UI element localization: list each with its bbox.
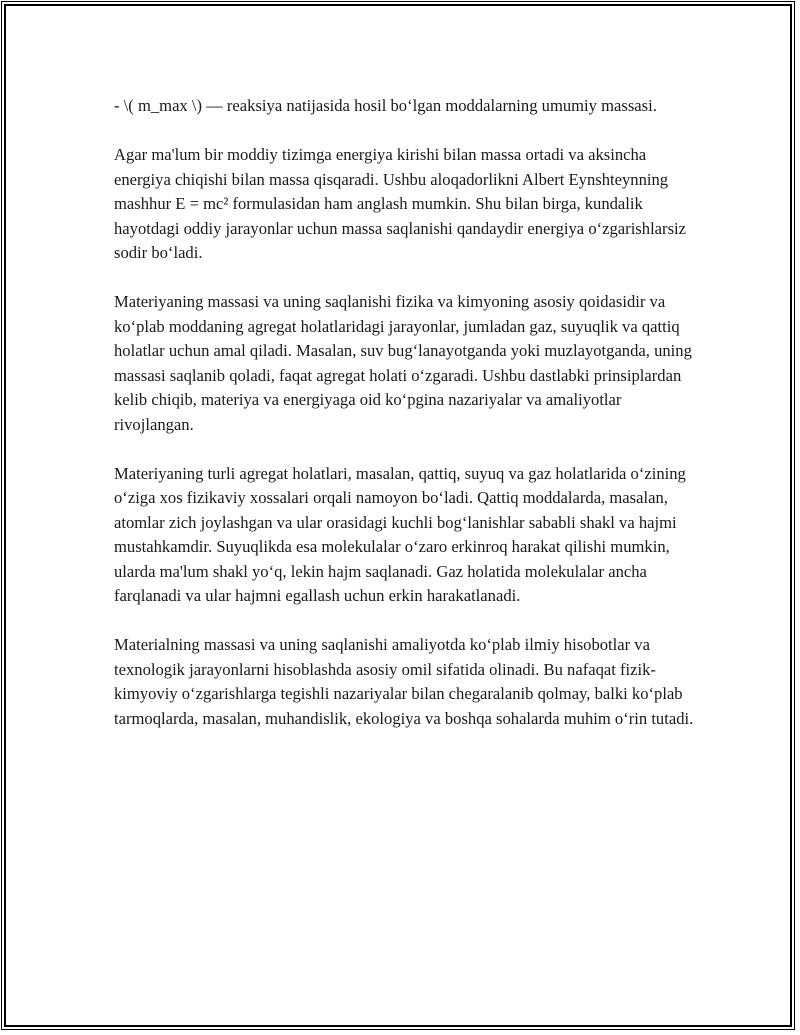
paragraph-aggregate-states: Materiyaning turli agregat holatlari, masalan, qattiq, suyuq va gaz holatlarida o‘zining o‘ziga xos fizikaviy xossalari orqali namoyon bo‘ladi. Qattiq moddalarda, masalan, atomlar zich joylashgan va ular orasidagi kuchli bog‘lanishlar sababli shakl va hajmi mustahkamdir. Suyuqlikda esa molekulalar o‘zaro erkinroq harakat qilishi mumkin, ularda ma'lum shakl yo‘q, lekin hajm saqlanadi. Gaz holatida molekulalar ancha farqlanadi va ular hajmni egallash uchun erkin harakatlanadi. [114,463,686,605]
paragraph-practical-importance: Materialning massasi va uning saqlanishi amaliyotda ko‘plab ilmiy hisobotlar va texnologik jarayonlarni hisoblashda asosiy omil sifatida olinadi. Bu nafaqat fizik-kimyoviy o‘zgarishlarga tegishli nazariyalar bilan chegaralanib qolmay, balki ko‘plab tarmoqlarda, masalan, muhandislik, ekologiya va boshqa sohalarda muhim o‘rin tutadi. [114,635,694,728]
paragraph-definition: - \( m_max \) — reaksiya natijasida hosil bo‘lgan moddalarning umumiy massasi. [114,96,657,115]
document-body [114,94,704,756]
paragraph-mass-conservation: Materiyaning massasi va uning saqlanishi fizika va kimyoning asosiy qoidasidir va ko‘plab moddaning agregat holatlaridagi jarayonlar, jumladan gaz, suyuqlik va qattiq holatlar uchun amal qiladi. Masalan, suv bug‘lanayotganda yoki muzlayotganda, uning massasi saqlanib qoladi, faqat agregat holati o‘zgaradi. Ushbu dastlabki prinsiplardan kelib chiqib, materiya va energiyaga oid ko‘pgina nazariyalar va amaliyotlar rivojlangan. [114,292,692,434]
paragraph-energy-mass: Agar ma'lum bir moddiy tizimga energiya kirishi bilan massa ortadi va aksincha energiya chiqishi bilan massa qisqaradi. Ushbu aloqadorlikni Albert Eynshteynning mashhur E = mc² formulasidan ham anglash mumkin. Shu bilan birga, kundalik hayotdagi oddiy jarayonlar uchun massa saqlanishi qandaydir energiya o‘zgarishlarsiz sodir bo‘ladi. [114,145,686,262]
